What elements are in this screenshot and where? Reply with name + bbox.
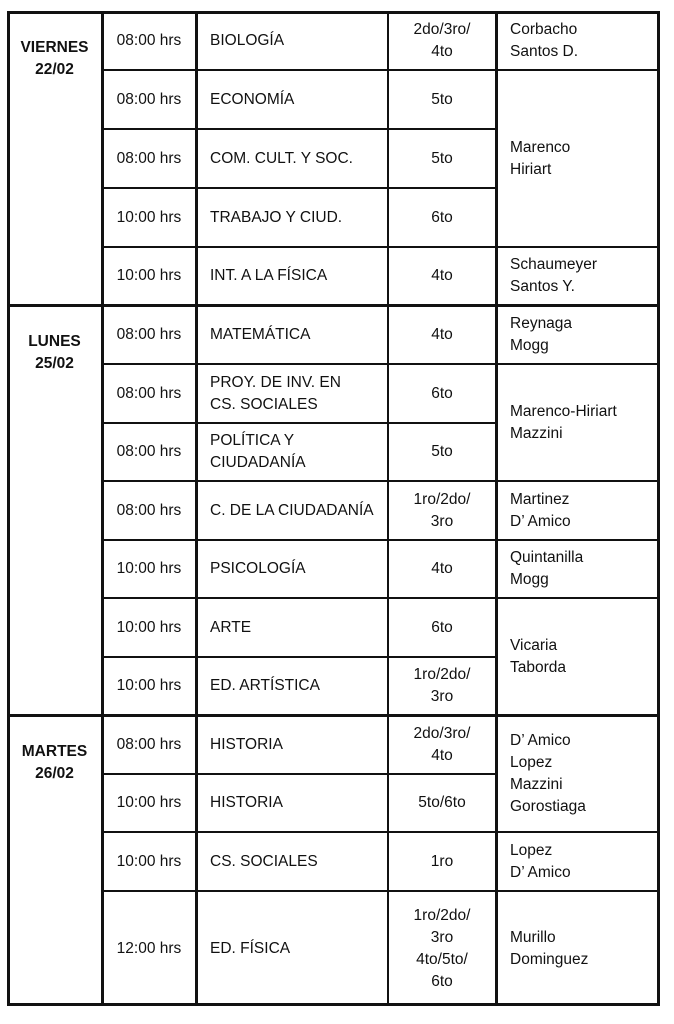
grade-cell: 5to [431, 149, 453, 167]
subject-cell: ED. ARTÍSTICA [210, 677, 320, 694]
row-divider [102, 69, 496, 71]
subject-cell: BIOLOGÍA [210, 31, 285, 49]
day-label: MARTES 26/02 [21, 743, 88, 782]
time-cell: 08:00 hrs [116, 384, 182, 402]
time-cell: 08:00 hrs [116, 443, 182, 460]
subject-cell: PSICOLOGÍA [210, 560, 306, 577]
grade-cell: 4to [431, 267, 453, 284]
row-divider [102, 422, 496, 424]
row-divider [102, 363, 496, 365]
subject-cell: HISTORIA [210, 794, 283, 811]
teacher-cell: Marenco Hiriart [510, 138, 571, 178]
subject-cell: HISTORIA [210, 735, 283, 753]
teacher-cell: Marenco-Hiriart Mazzini [510, 402, 617, 442]
exam-schedule-table [7, 11, 660, 1010]
time-cell: 08:00 hrs [116, 735, 182, 753]
row-divider [102, 539, 496, 541]
grade-cell: 4to [431, 325, 453, 343]
time-cell: 12:00 hrs [116, 939, 182, 957]
teacher-cell: Vicaria Taborda [510, 636, 567, 676]
subject-cell: POLÍTICA Y CIUDADANÍA [210, 432, 306, 471]
outer-left-border [7, 11, 10, 1006]
teacher-divider [496, 363, 660, 365]
time-cell: 08:00 hrs [116, 90, 182, 108]
day-label: LUNES 25/02 [28, 333, 81, 372]
teacher-cell: Corbacho Santos D. [510, 20, 579, 60]
teacher-cell: Quintanilla Mogg [510, 549, 584, 588]
time-cell: 10:00 hrs [116, 852, 182, 870]
subject-cell: ED. FÍSICA [210, 939, 291, 957]
row-divider [102, 246, 496, 248]
grade-cell: 1ro/2do/ 3ro 4to/5to/ 6to [413, 906, 471, 990]
time-cell: 10:00 hrs [116, 267, 182, 284]
subject-cell: TRABAJO Y CIUD. [210, 208, 343, 226]
teacher-cell: Reynaga Mogg [510, 314, 573, 354]
time-cell: 10:00 hrs [116, 677, 182, 694]
teacher-cell: D’ Amico Lopez Mazzini Gorostiaga [510, 731, 586, 815]
teacher-cell: Murillo Dominguez [510, 928, 589, 968]
grade-cell: 5to [431, 90, 453, 108]
teacher-cell: Lopez D’ Amico [510, 841, 571, 881]
outer-bottom-border [7, 1003, 660, 1006]
subject-cell: PROY. DE INV. EN CS. SOCIALES [210, 373, 341, 413]
grade-cell: 4to [431, 560, 453, 577]
row-divider [102, 656, 496, 658]
col-divider-teacher [495, 11, 498, 1006]
subject-cell: CS. SOCIALES [210, 852, 318, 870]
grade-cell: 2do/3ro/ 4to [413, 724, 471, 764]
subject-cell: ECONOMÍA [210, 90, 295, 108]
day-divider [7, 714, 660, 717]
row-divider [102, 773, 496, 775]
outer-top-border [7, 11, 660, 14]
teacher-divider [496, 246, 660, 248]
col-divider-subject [195, 11, 198, 1006]
col-divider-grade [387, 11, 389, 1006]
time-cell: 08:00 hrs [116, 325, 182, 343]
teacher-divider [496, 69, 660, 71]
col-divider-time [101, 11, 104, 1006]
subject-cell: MATEMÁTICA [210, 325, 311, 343]
time-cell: 10:00 hrs [116, 560, 182, 577]
time-cell: 08:00 hrs [116, 149, 182, 167]
outer-right-border [657, 11, 660, 1006]
teacher-cell: Schaumeyer Santos Y. [510, 256, 598, 295]
time-cell: 08:00 hrs [116, 31, 182, 49]
grade-cell: 6to [431, 208, 453, 226]
grade-cell: 1ro [430, 852, 454, 870]
row-divider [102, 831, 496, 833]
row-divider [102, 890, 496, 892]
subject-cell: ARTE [210, 618, 252, 636]
time-cell: 10:00 hrs [116, 208, 182, 226]
time-cell: 08:00 hrs [116, 501, 182, 519]
time-cell: 10:00 hrs [116, 794, 182, 811]
grade-cell: 5to [431, 443, 453, 460]
grade-cell: 6to [431, 618, 453, 636]
grade-cell: 1ro/2do/ 3ro [413, 490, 471, 530]
row-divider [102, 128, 496, 130]
row-divider [102, 480, 496, 482]
time-cell: 10:00 hrs [116, 618, 182, 636]
grade-cell: 1ro/2do/ 3ro [413, 666, 471, 705]
teacher-cell: Martinez D’ Amico [510, 490, 571, 530]
subject-cell: C. DE LA CIUDADANÍA [210, 501, 374, 519]
teacher-divider [496, 539, 660, 541]
grade-cell: 2do/3ro/ 4to [413, 20, 471, 60]
teacher-divider [496, 597, 660, 599]
teacher-divider [496, 480, 660, 482]
grade-cell: 5to/6to [418, 794, 466, 811]
teacher-divider [496, 890, 660, 892]
day-divider [7, 304, 660, 307]
teacher-divider [496, 831, 660, 833]
grade-cell: 6to [431, 384, 453, 402]
subject-cell: COM. CULT. Y SOC. [210, 149, 353, 167]
subject-cell: INT. A LA FÍSICA [210, 267, 328, 284]
row-divider [102, 187, 496, 189]
row-divider [102, 597, 496, 599]
day-label: VIERNES 22/02 [20, 39, 89, 78]
